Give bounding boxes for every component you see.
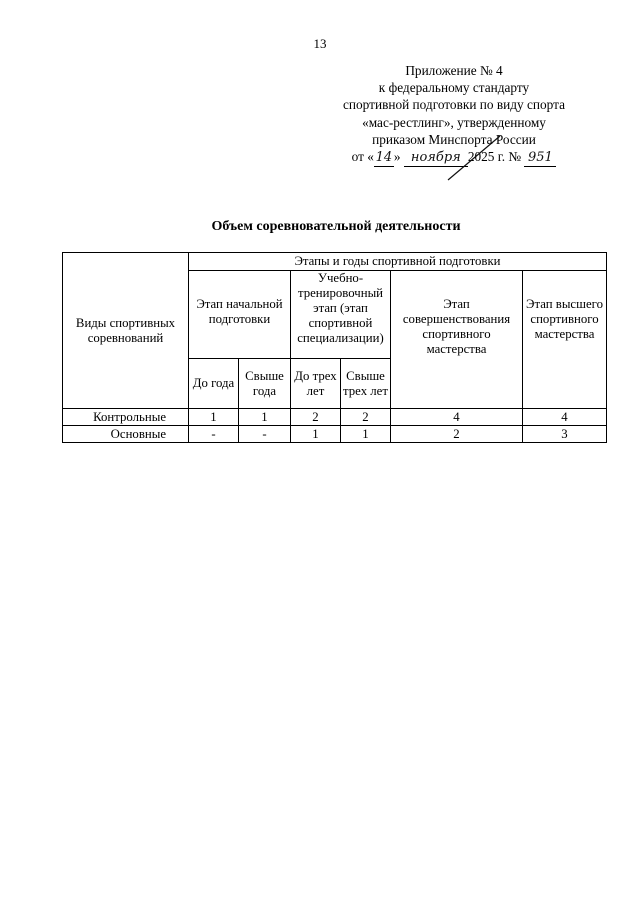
subheader-up-to-three: До трех лет xyxy=(291,359,341,409)
table-cell: 4 xyxy=(391,409,523,426)
table-cell: 2 xyxy=(391,426,523,443)
header-stage-highest: Этап высшего спортивного мастерства xyxy=(523,271,607,409)
row-label: Контрольные xyxy=(63,409,189,426)
table-cell: 1 xyxy=(291,426,341,443)
appendix-line-2: к федеральному стандарту xyxy=(378,80,530,96)
header-stage-training: Учебно-тренировочный этап (этап спортивной специализации) xyxy=(291,271,391,359)
header-stages-years: Этапы и годы спортивной подготовки xyxy=(189,253,607,271)
table-row xyxy=(63,409,607,426)
handwriting-stroke-icon xyxy=(444,134,504,184)
subheader-over-year: Свыше года xyxy=(239,359,291,409)
header-stage-improvement: Этап совершенствования спортивного мастерства xyxy=(391,271,523,409)
table-cell: 2 xyxy=(341,409,391,426)
competition-volume-table xyxy=(62,252,607,443)
order-number: 951 xyxy=(524,149,556,167)
appendix-line-3: спортивной подготовки по виду спорта xyxy=(343,97,565,113)
table-cell: 2 xyxy=(291,409,341,426)
table-cell: 3 xyxy=(523,426,607,443)
date-year: 2025 г. № xyxy=(467,149,522,165)
row-label: Основные xyxy=(63,426,189,443)
table-cell: 1 xyxy=(239,409,291,426)
document-title: Объем соревновательной деятельности xyxy=(211,219,461,234)
table-cell: - xyxy=(189,426,239,443)
appendix-line-4: «мас-рестлинг», утвержденному xyxy=(362,114,546,130)
date-month: ноября xyxy=(404,149,468,167)
header-competition-types: Виды спортивных соревнований xyxy=(63,253,189,409)
header-stage-initial: Этап начальной подготовки xyxy=(189,271,291,359)
table-cell: 1 xyxy=(189,409,239,426)
table-cell: 1 xyxy=(341,426,391,443)
appendix-line-1: Приложение № 4 xyxy=(405,63,503,78)
date-mid: » xyxy=(393,149,401,165)
subheader-up-to-year: До года xyxy=(189,359,239,409)
page-number: 13 xyxy=(313,36,327,51)
subheader-over-three: Свыше трех лет xyxy=(341,359,391,409)
date-prefix: от « xyxy=(351,149,374,165)
table-cell: - xyxy=(239,426,291,443)
table-cell: 4 xyxy=(523,409,607,426)
table-row xyxy=(63,426,607,443)
date-day: 14 xyxy=(374,149,394,167)
appendix-line-5: приказом Минспорта России xyxy=(372,131,536,147)
